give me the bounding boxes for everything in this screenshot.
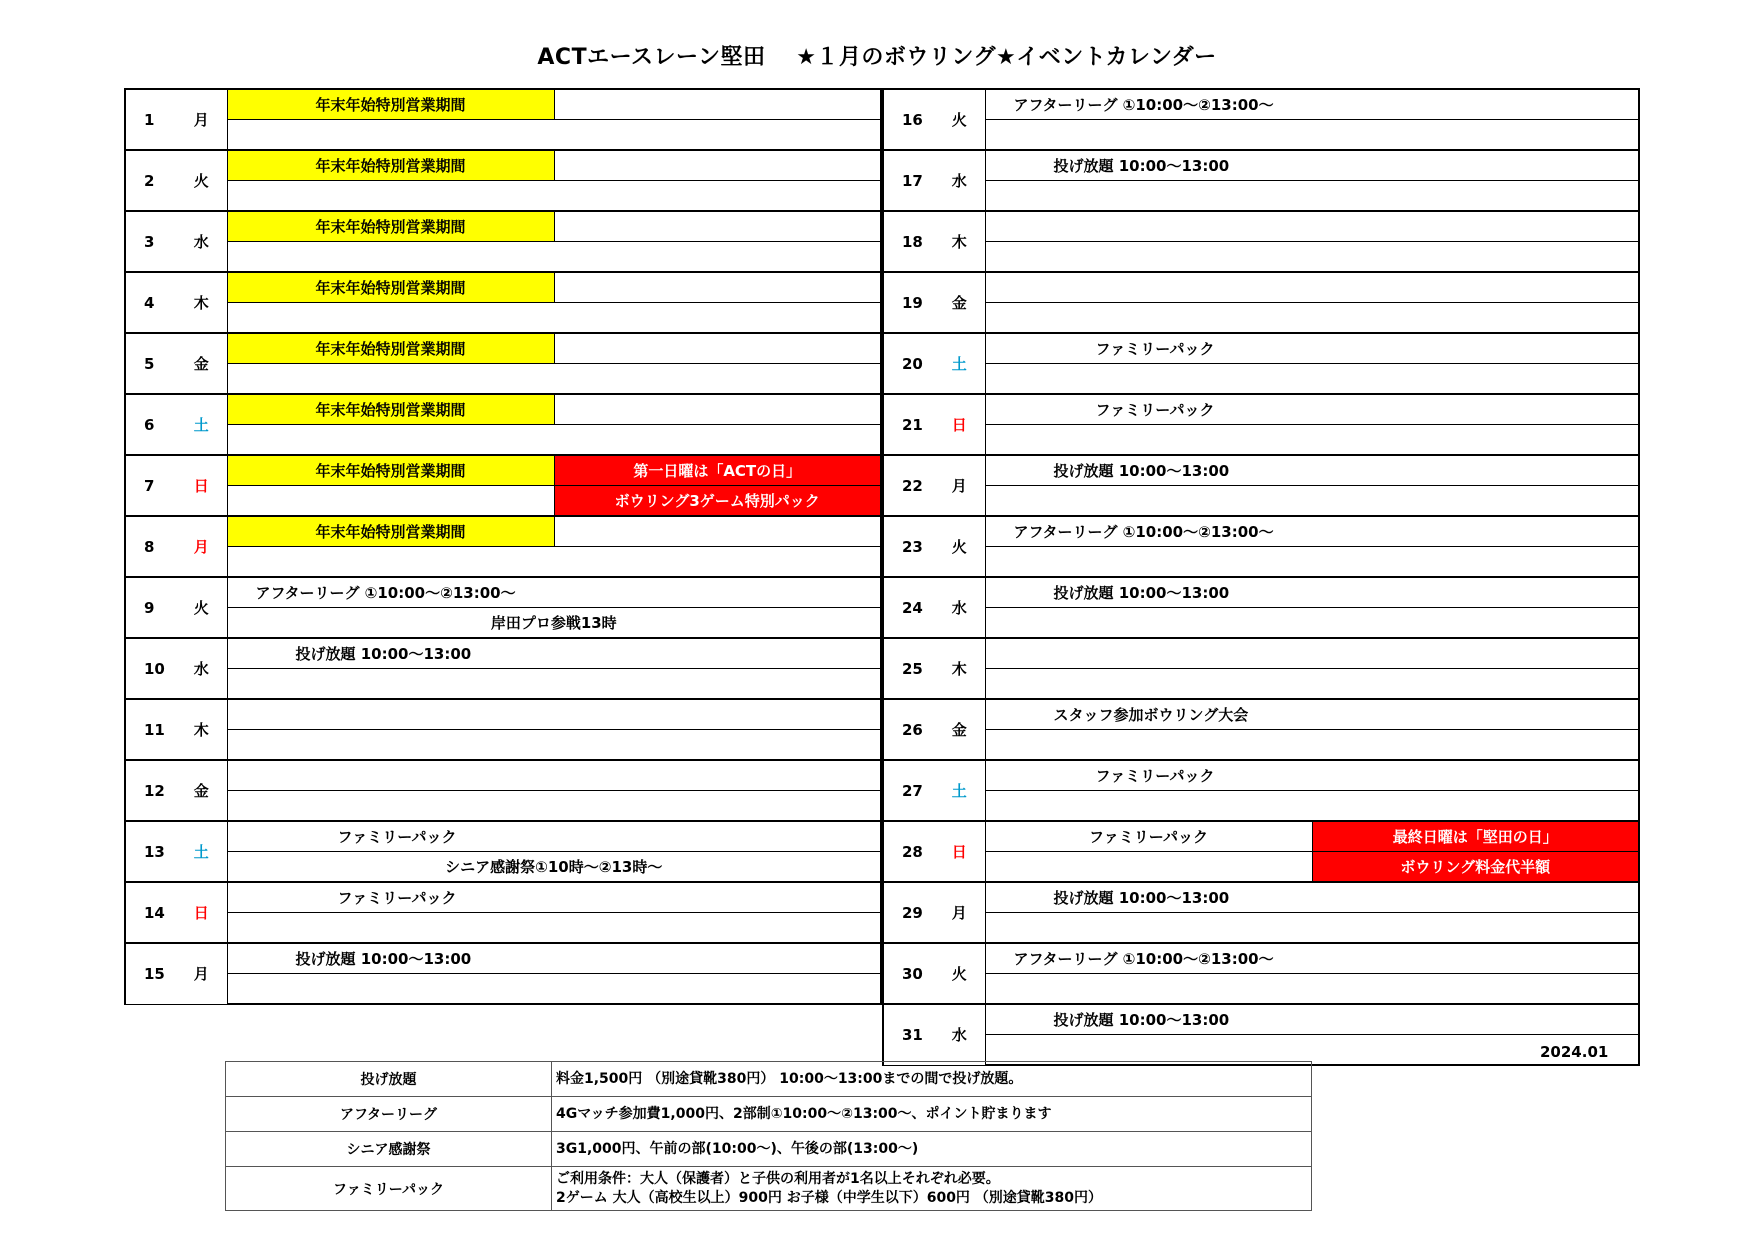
event-cell: アフターリーグ ①10:00～②13:00～ — [985, 943, 1639, 974]
event-cell: 年末年始特別営業期間 — [227, 211, 554, 242]
calendar-day-row — [125, 943, 881, 974]
event-cell — [985, 913, 1639, 944]
calendar-day-subrow — [883, 181, 1639, 212]
event-cell — [985, 669, 1639, 700]
event-cell: 年末年始特別営業期間 — [227, 394, 554, 425]
legend-row — [226, 1167, 1312, 1211]
day-number: 23 — [883, 516, 934, 577]
event-cell: シニア感謝祭①10時～②13時～ — [227, 852, 881, 883]
calendar-day-row — [883, 577, 1639, 608]
day-of-week: 金 — [934, 272, 985, 333]
calendar-day-row — [125, 821, 881, 852]
calendar-day-subrow — [883, 974, 1639, 1005]
calendar-day-row — [883, 150, 1639, 181]
day-number: 4 — [125, 272, 176, 333]
day-number: 24 — [883, 577, 934, 638]
day-of-week: 火 — [934, 89, 985, 150]
event-cell: 年末年始特別営業期間 — [227, 150, 554, 181]
calendar-day-subrow — [883, 791, 1639, 822]
calendar-day-subrow — [883, 913, 1639, 944]
day-number: 31 — [883, 1004, 934, 1065]
day-number: 7 — [125, 455, 176, 516]
day-number: 30 — [883, 943, 934, 1004]
calendar-day-subrow — [125, 913, 881, 944]
event-cell: 年末年始特別営業期間 — [227, 516, 554, 547]
calendar-day-row — [883, 943, 1639, 974]
empty-cell — [554, 89, 881, 120]
event-cell — [985, 791, 1639, 822]
day-number: 5 — [125, 333, 176, 394]
event-cell: 投げ放題 10:00～13:00 — [985, 150, 1639, 181]
promo-cell: 最終日曜は「堅田の日」 — [1312, 821, 1639, 852]
event-cell — [985, 181, 1639, 212]
day-of-week: 金 — [176, 333, 227, 394]
day-number: 20 — [883, 333, 934, 394]
day-number: 28 — [883, 821, 934, 882]
day-number: 12 — [125, 760, 176, 821]
event-cell: ファミリーパック — [985, 760, 1639, 791]
legend-desc-line1: ご利用条件：大人（保護者）と子供の利用者が1名以上それぞれ必要。 — [556, 1170, 1000, 1187]
calendar-day-subrow — [125, 303, 881, 334]
day-of-week: 木 — [934, 211, 985, 272]
day-of-week: 火 — [176, 150, 227, 211]
day-number: 13 — [125, 821, 176, 882]
legend-desc-line2: 2ゲーム 大人（高校生以上）900円 お子様（中学生以下）600円 （別途貸靴380円） — [556, 1189, 1103, 1206]
calendar-day-subrow — [883, 303, 1639, 334]
event-cell — [985, 120, 1639, 151]
event-cell: アフターリーグ ①10:00～②13:00～ — [985, 516, 1639, 547]
legend-desc: 3G1,000円、午前の部(10:00～)、午後の部(13:00～) — [552, 1132, 1312, 1167]
event-cell: アフターリーグ ①10:00～②13:00～ — [227, 577, 881, 608]
empty-cell — [554, 150, 881, 181]
legend-row — [226, 1132, 1312, 1167]
day-of-week: 月 — [934, 882, 985, 943]
day-of-week: 月 — [176, 943, 227, 1004]
promo-cell: ボウリング3ゲーム特別パック — [554, 486, 881, 517]
calendar-day-subrow — [125, 730, 881, 761]
day-number: 19 — [883, 272, 934, 333]
day-of-week: 月 — [934, 455, 985, 516]
calendar-day-subrow — [125, 608, 881, 639]
calendar-day-row — [125, 211, 881, 242]
calendar-day-subrow — [125, 852, 881, 883]
calendar-day-row — [883, 821, 1639, 852]
day-of-week: 木 — [176, 272, 227, 333]
day-number: 14 — [125, 882, 176, 943]
day-number: 1 — [125, 89, 176, 150]
calendar-day-subrow — [883, 120, 1639, 151]
calendar-day-subrow — [125, 974, 881, 1005]
calendar-day-subrow — [883, 852, 1639, 883]
calendar-day-row — [125, 882, 881, 913]
event-cell: ファミリーパック — [985, 821, 1312, 852]
day-of-week: 火 — [934, 516, 985, 577]
day-of-week: 火 — [176, 577, 227, 638]
day-number: 17 — [883, 150, 934, 211]
calendar-day-row — [125, 455, 881, 486]
calendar-day-subrow — [883, 486, 1639, 517]
event-cell — [227, 242, 881, 273]
event-cell — [985, 638, 1639, 669]
calendar-day-row — [883, 211, 1639, 242]
day-number: 22 — [883, 455, 934, 516]
day-number: 6 — [125, 394, 176, 455]
calendar-day-row — [125, 89, 881, 120]
event-cell: 投げ放題 10:00～13:00 — [985, 455, 1639, 486]
day-number: 8 — [125, 516, 176, 577]
legend-row — [226, 1097, 1312, 1132]
empty-cell — [554, 211, 881, 242]
day-number: 25 — [883, 638, 934, 699]
day-of-week: 水 — [934, 577, 985, 638]
calendar-day-subrow — [125, 669, 881, 700]
day-number: 3 — [125, 211, 176, 272]
calendar-day-row — [125, 760, 881, 791]
event-cell — [227, 120, 881, 151]
event-cell — [985, 608, 1639, 639]
date-stamp: 2024.01 — [1540, 1043, 1609, 1061]
day-of-week: 日 — [176, 455, 227, 516]
event-cell — [985, 547, 1639, 578]
event-cell — [227, 547, 881, 578]
day-of-week: 日 — [176, 882, 227, 943]
event-cell: 投げ放題 10:00～13:00 — [227, 638, 881, 669]
day-of-week: 日 — [934, 394, 985, 455]
event-cell — [227, 303, 881, 334]
event-cell — [227, 486, 554, 517]
event-cell: 投げ放題 10:00～13:00 — [985, 1004, 1639, 1035]
calendar-day-row — [125, 272, 881, 303]
day-number: 21 — [883, 394, 934, 455]
event-cell — [985, 272, 1639, 303]
day-of-week: 木 — [176, 699, 227, 760]
day-number: 15 — [125, 943, 176, 1004]
event-cell — [985, 974, 1639, 1005]
event-cell: 岸田プロ参戦13時 — [227, 608, 881, 639]
event-cell — [227, 669, 881, 700]
calendar-day-row — [883, 638, 1639, 669]
calendar-day-row — [125, 577, 881, 608]
day-number: 10 — [125, 638, 176, 699]
legend-row — [226, 1062, 1312, 1097]
calendar-day-subrow — [883, 547, 1639, 578]
page-title: ACTエースレーン堅田 ★１月のボウリング★イベントカレンダー — [537, 45, 1217, 70]
event-cell: 年末年始特別営業期間 — [227, 455, 554, 486]
event-cell: ファミリーパック — [985, 333, 1639, 364]
day-of-week: 木 — [934, 638, 985, 699]
event-cell: 投げ放題 10:00～13:00 — [985, 577, 1639, 608]
calendar-day-row — [125, 333, 881, 364]
calendar-day-row — [125, 699, 881, 730]
event-cell: 年末年始特別営業期間 — [227, 89, 554, 120]
event-cell — [227, 913, 881, 944]
day-of-week: 土 — [176, 394, 227, 455]
calendar-day-row — [883, 760, 1639, 791]
event-cell: ファミリーパック — [227, 821, 881, 852]
calendar-day-subrow — [125, 486, 881, 517]
legend-name: ファミリーパック — [226, 1167, 552, 1211]
event-cell — [985, 242, 1639, 273]
event-cell: ファミリーパック — [227, 882, 881, 913]
event-cell — [985, 364, 1639, 395]
calendar-day-row — [125, 638, 881, 669]
calendar-day-row — [883, 882, 1639, 913]
calendar-day-subrow — [883, 425, 1639, 456]
calendar-day-subrow — [125, 120, 881, 151]
calendar-day-subrow — [125, 547, 881, 578]
day-number: 11 — [125, 699, 176, 760]
day-number: 9 — [125, 577, 176, 638]
legend-table — [225, 1061, 1312, 1211]
calendar-day-subrow — [883, 669, 1639, 700]
event-cell — [985, 852, 1312, 883]
event-cell — [227, 364, 881, 395]
calendar-day-row — [125, 394, 881, 425]
calendar-day-row — [883, 333, 1639, 364]
calendar-day-subrow — [125, 791, 881, 822]
event-cell: 投げ放題 10:00～13:00 — [227, 943, 881, 974]
calendar-day-row — [883, 516, 1639, 547]
calendar-day-row — [883, 89, 1639, 120]
promo-cell: 第一日曜は「ACTの日」 — [554, 455, 881, 486]
legend-name: アフターリーグ — [226, 1097, 552, 1132]
event-cell — [227, 791, 881, 822]
empty-cell — [554, 333, 881, 364]
event-cell: ファミリーパック — [985, 394, 1639, 425]
legend-desc — [552, 1167, 1312, 1211]
calendar-right — [882, 88, 1640, 1066]
calendar-day-row — [883, 455, 1639, 486]
day-of-week: 土 — [176, 821, 227, 882]
day-of-week: 水 — [934, 150, 985, 211]
event-cell: 年末年始特別営業期間 — [227, 333, 554, 364]
event-cell — [227, 760, 881, 791]
legend-name: シニア感謝祭 — [226, 1132, 552, 1167]
event-cell — [227, 425, 881, 456]
calendar-day-row — [883, 699, 1639, 730]
day-of-week: 水 — [176, 211, 227, 272]
event-cell: スタッフ参加ボウリング大会 — [985, 699, 1639, 730]
day-number: 18 — [883, 211, 934, 272]
legend-desc: 4Gマッチ参加費1,000円、2部制①10:00～②13:00～、ポイント貯まります — [552, 1097, 1312, 1132]
empty-cell — [554, 394, 881, 425]
event-cell — [985, 303, 1639, 334]
event-cell — [227, 974, 881, 1005]
day-number: 29 — [883, 882, 934, 943]
calendar-day-row — [125, 516, 881, 547]
day-number: 16 — [883, 89, 934, 150]
promo-cell: ボウリング料金代半額 — [1312, 852, 1639, 883]
day-of-week: 金 — [176, 760, 227, 821]
event-cell — [227, 730, 881, 761]
day-of-week: 日 — [934, 821, 985, 882]
day-of-week: 水 — [176, 638, 227, 699]
event-cell: アフターリーグ ①10:00～②13:00～ — [985, 89, 1639, 120]
event-cell: 投げ放題 10:00～13:00 — [985, 882, 1639, 913]
calendar-day-subrow — [125, 242, 881, 273]
day-of-week: 土 — [934, 333, 985, 394]
event-cell — [227, 699, 881, 730]
calendar-day-row — [883, 1004, 1639, 1035]
calendar-day-subrow — [125, 181, 881, 212]
calendar-day-row — [125, 150, 881, 181]
calendar-day-subrow — [883, 242, 1639, 273]
event-cell — [227, 181, 881, 212]
legend-desc: 料金1,500円 （別途貸靴380円） 10:00～13:00までの間で投げ放題。 — [552, 1062, 1312, 1097]
event-cell — [985, 425, 1639, 456]
day-of-week: 月 — [176, 89, 227, 150]
calendar-day-subrow — [125, 425, 881, 456]
event-cell — [985, 730, 1639, 761]
day-of-week: 水 — [934, 1004, 985, 1065]
day-of-week: 火 — [934, 943, 985, 1004]
event-cell — [985, 211, 1639, 242]
event-cell — [985, 486, 1639, 517]
calendar-left — [124, 88, 882, 1005]
empty-cell — [554, 516, 881, 547]
empty-cell — [554, 272, 881, 303]
calendar-day-row — [883, 394, 1639, 425]
calendar-day-subrow — [125, 364, 881, 395]
event-cell: 年末年始特別営業期間 — [227, 272, 554, 303]
calendar-day-row — [883, 272, 1639, 303]
calendar-day-subrow — [883, 364, 1639, 395]
day-of-week: 月 — [176, 516, 227, 577]
day-of-week: 金 — [934, 699, 985, 760]
day-number: 2 — [125, 150, 176, 211]
legend-name: 投げ放題 — [226, 1062, 552, 1097]
day-number: 27 — [883, 760, 934, 821]
day-number: 26 — [883, 699, 934, 760]
day-of-week: 土 — [934, 760, 985, 821]
calendar-day-subrow — [883, 608, 1639, 639]
calendar-day-subrow — [883, 730, 1639, 761]
